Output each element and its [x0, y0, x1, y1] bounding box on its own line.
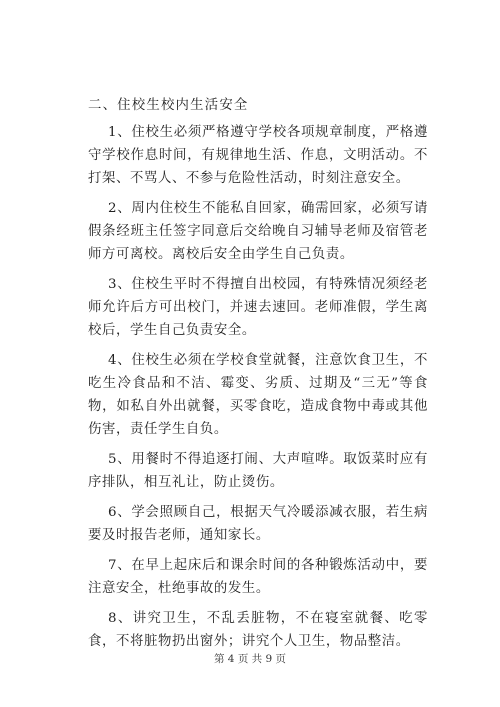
paragraph-2: 2、周内住校生不能私自回家，确需回家，必须写请假条经班主任签字同意后交给晚自习辅导老师及宿管老师方可离校。离校后安全由学生自己负责。	[88, 201, 428, 262]
paragraph-3: 3、住校生平时不得擅自出校园，有特殊情况须经老师允许后方可出校门，并速去速回。老师准假，学生离校后，学生自己负责安全。	[88, 277, 428, 338]
paragraph-5: 5、用餐时不得追逐打闹、大声喧哗。取饭菜时应有序排队，相互礼让，防止烫伤。	[88, 452, 428, 490]
paragraph-7: 7、在早上起床后和课余时间的各种锻炼活动中，要注意安全，杜绝事故的发生。	[88, 558, 428, 596]
page-number: 第 4 页 共 9 页	[213, 653, 287, 665]
document-body	[88, 94, 428, 660]
paragraph-6: 6、学会照顾自己，根据天气冷暖添减衣服，若生病要及时报告老师，通知家长。	[88, 505, 428, 543]
section-heading: 二、住校生校内生活安全	[88, 98, 249, 113]
paragraph-8: 8、讲究卫生，不乱丢脏物，不在寝室就餐、吃零食，不将脏物扔出窗外；讲究个人卫生，物品整洁。	[88, 611, 428, 649]
paragraph-4: 4、住校生必须在学校食堂就餐，注意饮食卫生，不吃生冷食品和不洁、霉变、劣质、过期及“三无”等食物，如私自外出就餐，买零食吃，造成食物中毒或其他伤害，责任学生自负。	[88, 353, 428, 437]
paragraph-1: 1、住校生必须严格遵守学校各项规章制度，严格遵守学校作息时间，有规律地生活、作息，文明活动。不打架、不骂人、不参与危险性活动，时刻注意安全。	[88, 125, 428, 186]
